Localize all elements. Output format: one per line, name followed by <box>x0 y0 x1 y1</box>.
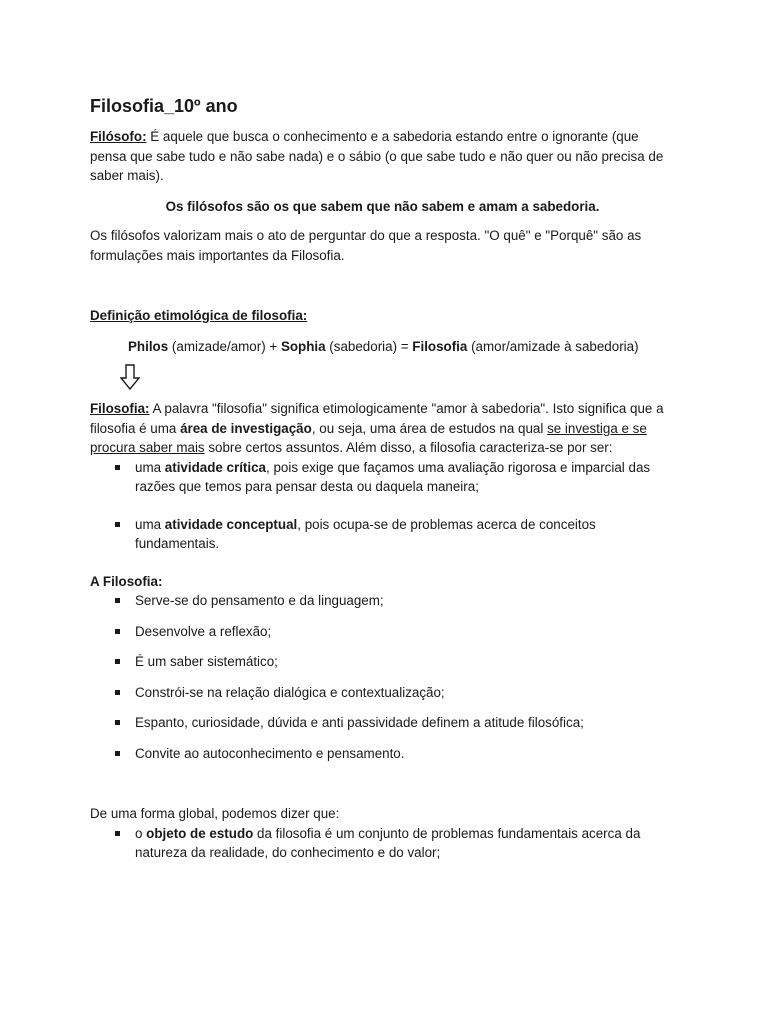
filosofia-meaning: (amor/amizade à sabedoria) <box>467 338 639 354</box>
list-item <box>90 622 675 642</box>
filosofia-paragraph <box>90 399 675 458</box>
filosofia-para-text3: sobre certos assuntos. Além disso, a filosofia caracteriza-se por ser: <box>204 440 613 455</box>
square-bullet-icon <box>115 465 120 470</box>
item-text: da filosofia é um conjunto de problemas fundamentais acerca da natureza da realidade, do conhecimento e do valor; <box>135 825 641 860</box>
list-item <box>90 713 675 733</box>
square-bullet-icon <box>115 720 120 725</box>
characteristics-list <box>90 458 675 554</box>
square-bullet-icon <box>115 690 120 695</box>
list-item <box>90 652 675 672</box>
item-text: Desenvolve a reflexão; <box>135 623 272 639</box>
list-item <box>90 591 675 611</box>
item-text: Constrói-se na relação dialógica e contextualização; <box>135 684 445 700</box>
square-bullet-icon <box>115 831 120 836</box>
list-item <box>90 683 675 703</box>
filosofo-term: Filósofo: <box>90 129 147 144</box>
sophia-meaning: (sabedoria) = <box>325 338 413 354</box>
filosofo-paragraph <box>90 127 675 186</box>
sophia-term: Sophia <box>280 338 326 354</box>
square-bullet-icon <box>115 522 120 527</box>
definition-heading: Definição etimológica de filosofia: <box>90 308 308 323</box>
item-text: É um saber sistemático; <box>135 654 278 669</box>
document-content <box>90 94 675 863</box>
square-bullet-icon <box>115 751 120 756</box>
area-investigacao: área de investigação <box>180 420 312 436</box>
philos-meaning: (amizade/amor) + <box>168 338 281 354</box>
definition-formula <box>90 337 675 357</box>
down-arrow-icon <box>120 364 140 390</box>
item-text: , pois ocupa-se de problemas acerca de conceitos fundamentais. <box>135 516 596 551</box>
highlight-sentence: Os filósofos são os que sabem que não sabem e amam a sabedoria. <box>165 198 600 214</box>
square-bullet-icon <box>115 659 120 664</box>
list-item <box>90 515 675 554</box>
item-text: Serve-se do pensamento e da linguagem; <box>135 593 384 608</box>
filosofia-term: Filosofia <box>412 338 468 354</box>
item-bold: atividade crítica <box>164 459 267 475</box>
square-bullet-icon <box>115 629 120 634</box>
item-text: uma <box>135 459 165 475</box>
investiga-underlined: se investiga e se procura saber mais <box>90 420 647 455</box>
item-text: uma <box>135 516 165 532</box>
filosofo-text: É aquele que busca o conhecimento e a sabedoria estando entre o ignorante (que pensa que sabe tudo e não sabe nada) e o sábio (o que sabe tudo e não quer ou não precisa de saber mais). <box>90 129 664 183</box>
item-text: Espanto, curiosidade, dúvida e anti passividade definem a atitude filosófica; <box>135 715 584 730</box>
global-intro: De uma forma global, podemos dizer que: <box>90 806 340 821</box>
a-filosofia-heading: A Filosofia: <box>90 573 163 589</box>
global-list <box>90 824 675 863</box>
list-item <box>90 744 675 764</box>
a-filosofia-list <box>90 591 675 763</box>
square-bullet-icon <box>115 598 120 603</box>
item-text: , pois exige que façamos uma avaliação rigorosa e imparcial das razões que temos para pensar desta ou daquela maneira; <box>135 459 651 494</box>
list-item <box>90 458 675 497</box>
filosofia-para-term: Filosofia: <box>90 401 150 416</box>
document-title: Filosofia_10º ano <box>90 96 238 116</box>
question-paragraph: Os filósofos valorizam mais o ato de perguntar do que a resposta. "O quê" e "Porquê" são as formulações mais importantes da Filosofia. <box>90 228 642 263</box>
item-bold: atividade conceptual <box>164 516 298 532</box>
item-bold: objeto de estudo <box>146 825 254 841</box>
philos-term: Philos <box>128 338 169 354</box>
filosofia-para-text2: , ou seja, uma área de estudos na qual <box>311 420 548 436</box>
item-text: o <box>135 825 147 841</box>
item-text: Convite ao autoconhecimento e pensamento. <box>135 745 405 761</box>
filosofia-para-text1: A palavra "filosofia" significa etimologicamente "amor à sabedoria". Isto significa que a filosofia é uma <box>90 401 664 436</box>
list-item <box>90 824 675 863</box>
